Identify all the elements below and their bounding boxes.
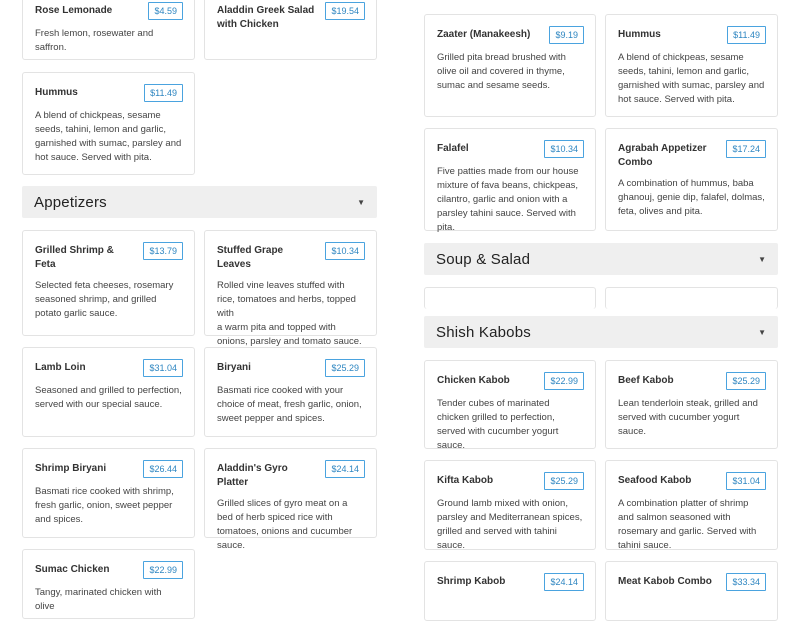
menu-item-card[interactable] — [204, 230, 377, 347]
item-name: Kifta Kabob — [437, 475, 494, 486]
section-header-shish-kabobs[interactable] — [424, 316, 778, 348]
item-name: Hummus — [618, 29, 661, 40]
menu-item-card[interactable] — [424, 14, 596, 117]
menu-item-card[interactable] — [22, 448, 195, 538]
item-description: Basmati rice cooked with your choice of meat, fresh garlic, onion, sweet pepper and spices. — [217, 385, 362, 424]
menu-item-card[interactable] — [424, 128, 596, 231]
item-price: $33.34 — [726, 573, 766, 591]
item-name: Sumac Chicken — [35, 564, 110, 575]
chevron-down-icon: ▼ — [357, 197, 365, 207]
menu-item-card[interactable] — [204, 0, 377, 60]
item-price: $25.29 — [325, 359, 365, 377]
chevron-down-icon: ▼ — [758, 254, 766, 264]
item-description: Fresh lemon, rosewater and saffron. — [35, 28, 154, 53]
menu-item-card[interactable] — [424, 561, 596, 621]
item-price: $22.99 — [143, 561, 183, 579]
item-name: Falafel — [437, 143, 469, 154]
item-description: A blend of chickpeas, sesame seeds, tahini, lemon and garlic, garnished with sumac, parsley and hot sauce. Served with pita. — [35, 110, 182, 163]
menu-item-card[interactable] — [424, 360, 596, 449]
chevron-down-icon: ▼ — [758, 327, 766, 337]
item-price: $11.49 — [727, 26, 766, 44]
item-name: Chicken Kabob — [437, 375, 510, 386]
item-description: Grilled pita bread brushed with olive oil and covered in thyme, sumac and sesame seeds. — [437, 52, 566, 91]
item-name: Aladdin Greek Salad with Chicken — [217, 5, 315, 30]
item-name: Hummus — [35, 87, 78, 98]
item-description: Selected feta cheeses, rosemary seasoned shrimp, and grilled — [35, 280, 174, 305]
item-description-cont: potato garlic sauce. — [35, 308, 118, 319]
item-price: $11.49 — [144, 84, 183, 102]
item-price: $31.04 — [143, 359, 183, 377]
menu-item-card[interactable] — [22, 72, 195, 175]
item-description: Rolled vine leaves stuffed with rice, tomatoes and herbs, topped with — [217, 280, 356, 319]
item-description: Lean tenderloin steak, grilled and served with cucumber yogurt sauce. — [618, 398, 758, 437]
menu-item-card[interactable] — [22, 549, 195, 619]
menu-item-card[interactable] — [424, 460, 596, 550]
item-price: $24.14 — [325, 460, 365, 478]
item-name: Seafood Kabob — [618, 475, 692, 486]
menu-item-card[interactable] — [605, 14, 778, 117]
section-header-appetizers[interactable] — [22, 186, 377, 218]
collapsed-card-edge — [605, 287, 778, 309]
item-price: $31.04 — [726, 472, 766, 490]
item-name: Stuffed Grape Leaves — [217, 245, 284, 270]
item-description: A combination of hummus, baba ghanouj, genie dip, falafel, dolmas, feta, olives and pita. — [618, 178, 765, 217]
item-price: $25.29 — [726, 372, 766, 390]
item-description: Basmati rice cooked with shrimp, fresh garlic, onion, sweet pepper and spices. — [35, 486, 174, 525]
item-description: Ground lamb mixed with onion, parsley and Mediterranean spices, grilled and served with tahini sauce. — [437, 498, 583, 551]
section-header-soup-salad[interactable] — [424, 243, 778, 275]
item-name: Aladdin's Gyro Platter — [217, 463, 288, 488]
item-name: Agrabah Appetizer Combo — [618, 143, 707, 168]
item-name: Lamb Loin — [35, 362, 86, 373]
item-description-cont: a warm pita and topped with onions, parsley and tomato sauce. — [217, 322, 362, 347]
menu-item-card[interactable] — [605, 460, 778, 550]
item-name: Meat Kabob Combo — [618, 576, 712, 587]
item-price: $9.19 — [549, 26, 584, 44]
menu-item-card[interactable] — [605, 360, 778, 449]
item-price: $13.79 — [143, 242, 183, 260]
item-description: A blend of chickpeas, sesame seeds, tahini, lemon and garlic, garnished with sumac, parsley and hot sauce. Served with pita. — [618, 52, 765, 105]
section-title: Soup & Salad — [436, 250, 531, 268]
item-name: Rose Lemonade — [35, 5, 113, 16]
menu-item-card[interactable] — [605, 128, 778, 231]
collapsed-card-edge — [424, 287, 596, 309]
item-price: $19.54 — [325, 2, 365, 20]
item-price: $17.24 — [726, 140, 766, 158]
item-name: Zaater (Manakeesh) — [437, 29, 531, 40]
item-price: $26.44 — [143, 460, 183, 478]
menu-item-card[interactable] — [204, 347, 377, 437]
menu-item-card[interactable] — [22, 347, 195, 437]
item-price: $24.14 — [544, 573, 584, 591]
menu-item-card[interactable] — [605, 561, 778, 621]
item-description: Tender cubes of marinated chicken grilled to perfection, served with cucumber yogurt sauce. — [437, 398, 559, 451]
item-description: Grilled slices of gyro meat on a bed of herb spiced rice with tomatoes, onions and cucumber sauce. — [217, 498, 353, 551]
item-price: $25.29 — [544, 472, 584, 490]
item-name: Beef Kabob — [618, 375, 674, 386]
item-name: Grilled Shrimp & Feta — [35, 245, 114, 270]
section-title: Appetizers — [34, 193, 107, 211]
menu-item-card[interactable] — [22, 0, 195, 60]
item-price: $22.99 — [544, 372, 584, 390]
item-name: Biryani — [217, 362, 251, 373]
item-price: $4.59 — [148, 2, 183, 20]
item-description: Seasoned and grilled to perfection, served with our special sauce. — [35, 385, 182, 410]
item-price: $10.34 — [544, 140, 584, 158]
item-name: Shrimp Biryani — [35, 463, 107, 474]
menu-item-card[interactable] — [204, 448, 377, 551]
item-name: Shrimp Kabob — [437, 576, 506, 587]
item-description: Tangy, marinated chicken with olive — [35, 587, 162, 612]
item-description: A combination platter of shrimp and salmon seasoned with rosemary and garlic. Served with tahini sauce. — [618, 498, 757, 551]
item-description: Five patties made from our house mixture of fava beans, chickpeas, cilantro, garlic and onion with a parsley tahini sauce. Served with pita. — [437, 166, 579, 233]
item-price: $10.34 — [325, 242, 365, 260]
section-title: Shish Kabobs — [436, 323, 531, 341]
menu-item-card[interactable] — [22, 230, 195, 336]
